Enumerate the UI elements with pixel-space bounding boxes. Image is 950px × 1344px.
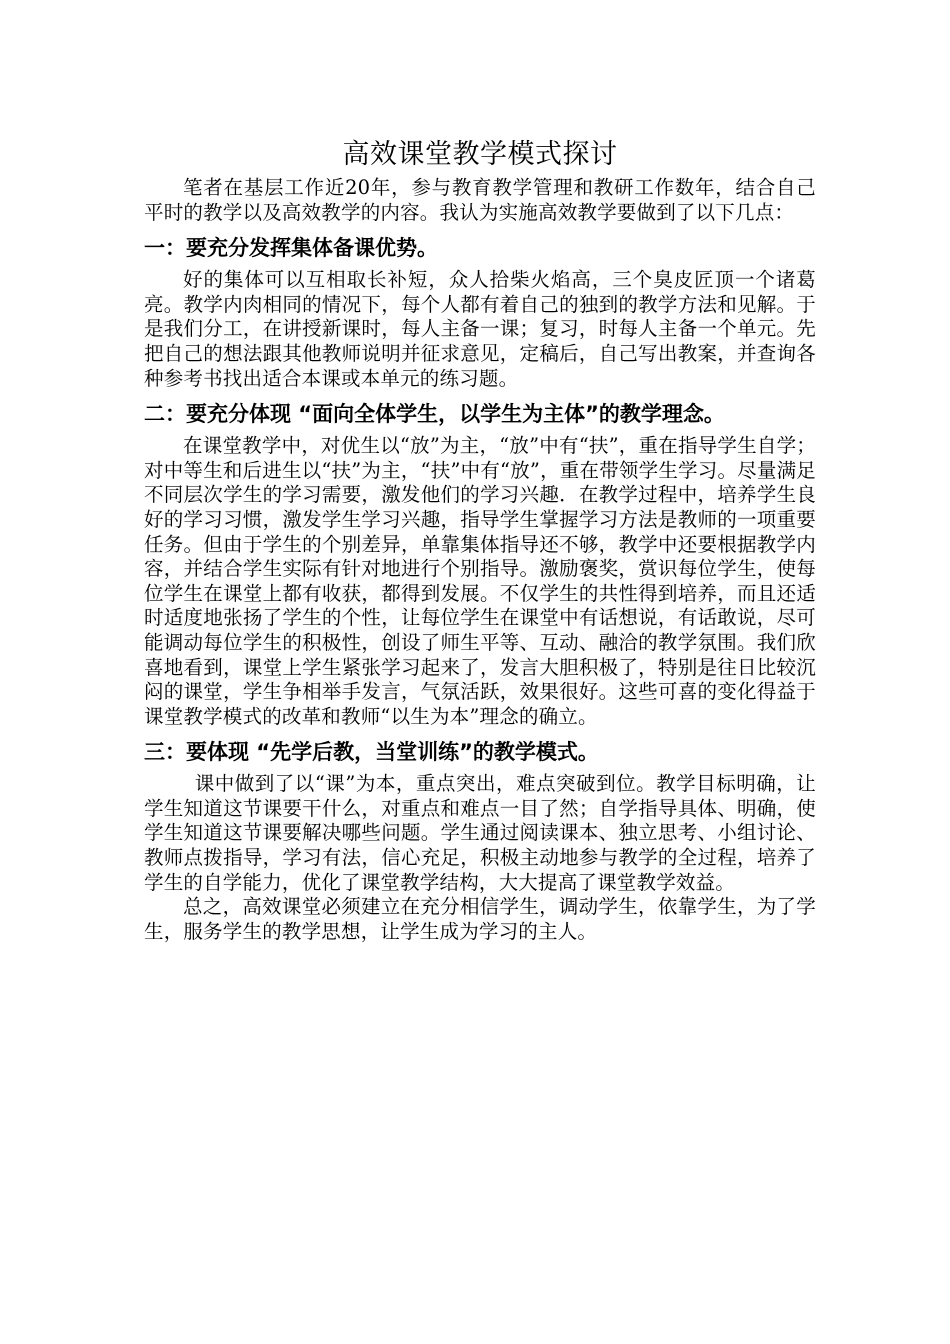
document-title: 高效课堂教学模式探讨 [342, 139, 618, 170]
intro-paragraph: 笔者在基层工作近20年，参与教育教学管理和教研工作数年，结合自己平时的教学以及高效教学的内容。我认为实施高效教学要做到了以下几点： [144, 176, 816, 224]
section-1-heading: 一：要充分发挥集体备课优势。 [144, 236, 438, 261]
section-2-paragraph: 在课堂教学中，对优生以“放”为主，“放”中有“扶”，重在指导学生自学；对中等生和后进生以“扶”为主，“扶”中有“放”，重在带领学生学习。尽量满足不同层次学生的学习需要，激发他们的学习兴趣．在教学过程中，培养学生良好的学习习惯，激发学生学习兴趣，指导学生掌握学习方法是教师的一项重要任务。但由于学生的个别差异，单靠集体指导还不够，教学中还要根据教学内容，并结合学生实际有针对地进行个别指导。激励褒奖，赏识每位学生，使每位学生在课堂上都有收获，都得到发展。不仅学生的共性得到培养，而且还适时适度地张扬了学生的个性，让每位学生在课堂中有话想说，有话敢说，尽可能调动每位学生的积极性，创设了师生平等、互动、融洽的教学氛围。我们欣喜地看到，课堂上学生紧张学习起来了，发言大胆积极了，特别是往日比较沉闷的课堂，学生争相举手发言，气氛活跃，效果很好。这些可喜的变化得益于课堂教学模式的改革和教师“以生为本”理念的确立。 [144, 434, 816, 728]
section-3-paragraph: 课中做到了以“课”为本，重点突出，难点突破到位。教学目标明确，让学生知道这节课要干什么，对重点和难点一目了然；自学指导具体、明确，使学生知道这节课要解决哪些问题。学生通过阅读课本、独立思考、小组讨论、教师点拨指导，学习有法，信心充足，积极主动地参与教学的全过程，培养了学生的自学能力，优化了课堂教学结构，大大提高了课堂教学效益。 [144, 772, 816, 894]
document-page [144, 132, 816, 944]
section-3-heading: 三：要体现 “先学后教，当堂训练”的教学模式。 [144, 740, 599, 765]
section-2-heading: 二：要充分体现 “面向全体学生，以学生为主体”的教学理念。 [144, 402, 725, 427]
section-1-paragraph: 好的集体可以互相取长补短，众人拾柴火焰高，三个臭皮匠顶一个诸葛亮。教学内肉相同的情况下，每个人都有着自己的独到的教学方法和见解。于是我们分工，在讲授新课时，每人主备一课；复习，时每人主备一个单元。先把自己的想法跟其他教师说明并征求意见，定稿后，自己写出教案，并查询各种参考书找出适合本课或本单元的练习题。 [144, 268, 816, 390]
conclusion-paragraph: 总之，高效课堂必须建立在充分相信学生，调动学生，依靠学生，为了学生，服务学生的教学思想，让学生成为学习的主人。 [144, 895, 816, 943]
